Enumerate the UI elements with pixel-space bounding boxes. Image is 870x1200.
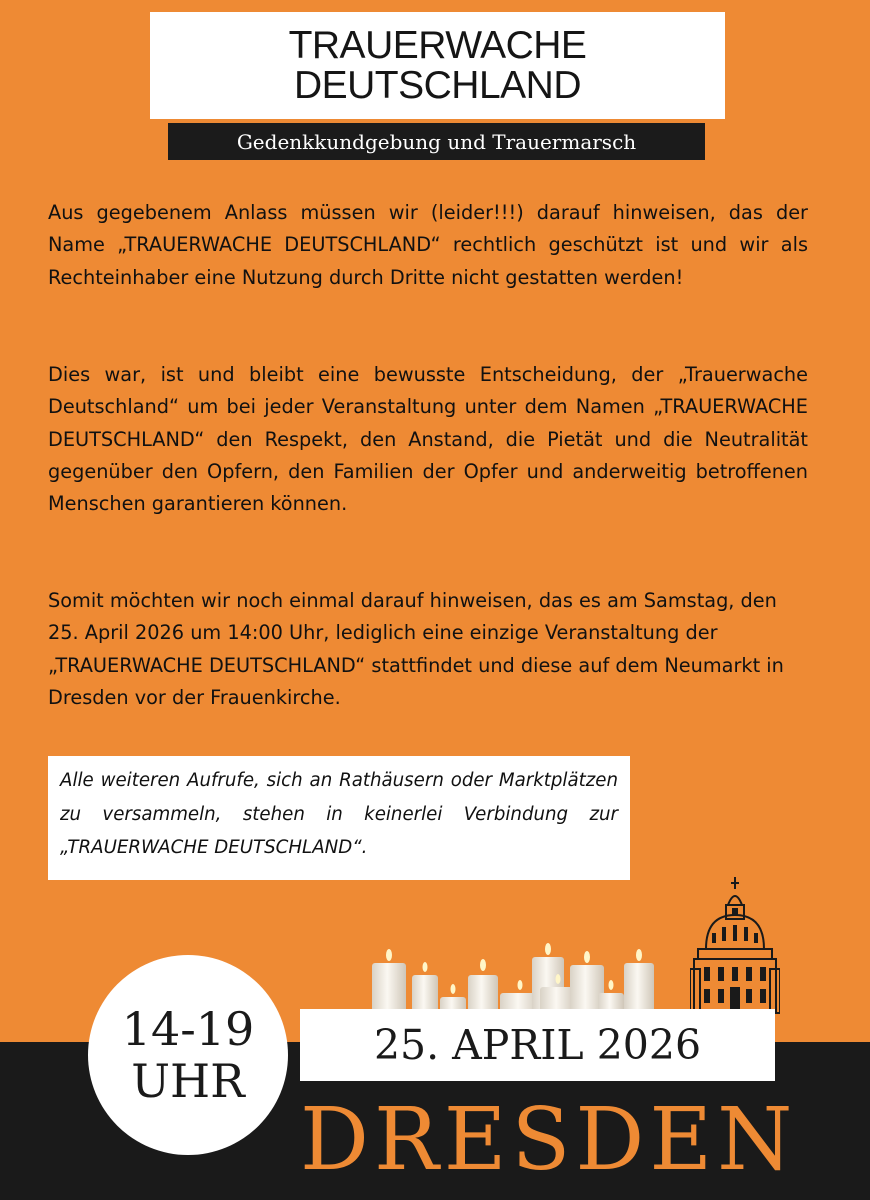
time-unit: UHR	[131, 1054, 245, 1108]
title-line-1: TRAUERWACHE	[288, 23, 587, 67]
notice-text: Alle weiteren Aufrufe, sich an Rathäusern oder Marktplätzen zu versammeln, stehen in keinerlei Verbindung zur „TRAUERWACHE DEUTSCHLAND“.	[60, 770, 618, 858]
time-badge	[88, 955, 288, 1155]
event-date: 25. APRIL 2026	[300, 1009, 775, 1081]
frauenkirche-icon	[690, 875, 780, 1015]
subtitle-banner: Gedenkkundgebung und Trauermarsch	[168, 123, 705, 160]
notice-box	[48, 756, 630, 880]
time-range: 14-19	[121, 1002, 255, 1056]
paragraph-event-info: Somit möchten wir noch einmal darauf hinweisen, das es am Samstag, den 25. April 2026 um 14:00 Uhr, lediglich eine einzige Veranstaltung der „TRAUERWACHE DEUTSCHLAND“ stattfindet und diese auf dem Neumarkt in Dresden vor der Frauenkirche.	[48, 589, 784, 709]
paragraph-legal-notice: Aus gegebenem Anlass müssen wir (leider!!!) darauf hinweisen, das der Name „TRAUERWACHE DEUTSCHLAND“ rechtlich geschützt ist und wir als Rechteinhaber eine Nutzung durch Dritte nicht gestatten werden!	[48, 201, 808, 289]
event-city: DRESDEN	[300, 1090, 798, 1190]
title-line-2: DEUTSCHLAND	[293, 63, 582, 107]
title-box	[150, 12, 725, 119]
paragraph-decision: Dies war, ist und bleibt eine bewusste Entscheidung, der „Trauerwache Deutschland“ um bei jeder Veranstaltung unter dem Namen „TRAUERWACHE DEUTSCHLAND“ den Respekt, den Anstand, die Pietät und die Neutralität gegenüber den Opfern, den Familien der Opfer und anderweitig betroffenen Menschen garantieren können.	[48, 363, 808, 516]
candles-icon	[360, 935, 660, 1015]
